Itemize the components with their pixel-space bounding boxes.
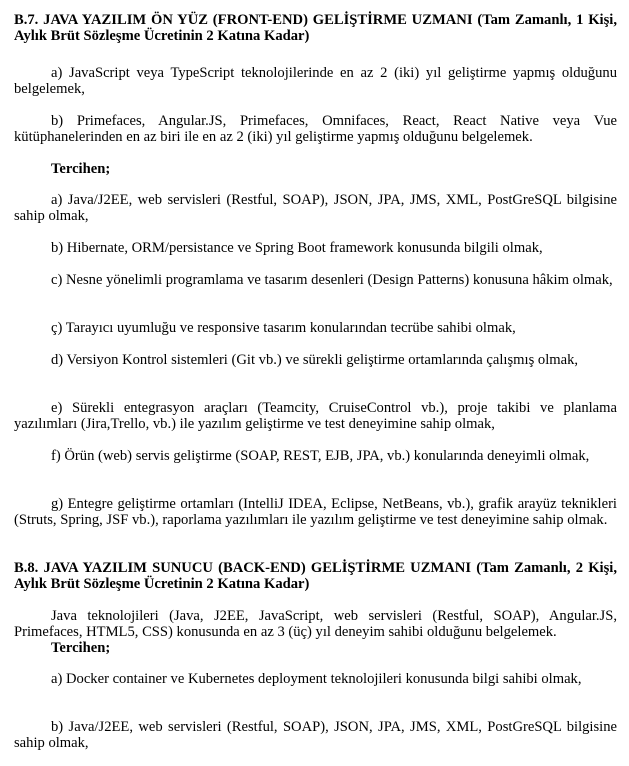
b8-preferred-a: a) Docker container ve Kubernetes deployment teknolojileri konusunda bilgi sahibi olmak, bbox=[51, 671, 582, 687]
b7-preferred-f: f) Örün (web) servis geliştirme (SOAP, REST, EJB, JPA, vb.) konularında deneyimli olmak, bbox=[51, 448, 590, 464]
b8-preferred-label: Tercihen; bbox=[51, 640, 111, 656]
b7-preferred-e: e) Sürekli entegrasyon araçları (Teamcity, CruiseControl vb.), proje takibi ve planlama yazılımları (Jira,Trello, vb.) ile yazılım geliştirme ve test deneyimine sahip olmak, bbox=[14, 400, 617, 432]
b7-preferred-c: c) Nesne yönelimli programlama ve tasarım desenleri (Design Patterns) konusuna hâkim olmak, bbox=[51, 272, 613, 288]
b7-preferred-cc: ç) Tarayıcı uyumluğu ve responsive tasarım konularından tecrübe sahibi olmak, bbox=[51, 320, 516, 336]
b8-preferred-b: b) Java/J2EE, web servisleri (Restful, SOAP), JSON, JPA, JMS, XML, PostGreSQL bilgisine sahip olmak, bbox=[14, 719, 617, 751]
b8-requirement-main: Java teknolojileri (Java, J2EE, JavaScript, web servisleri (Restful, SOAP), Angular.JS, Primefaces, HTML5, CSS) konusunda en az 3 (üç) yıl deneyim sahibi olduğunu belgelemek. bbox=[14, 608, 617, 640]
b7-preferred-g: g) Entegre geliştirme ortamları (IntelliJ IDEA, Eclipse, NetBeans, vb.), grafik arayüz teknikleri (Struts, Spring, JSF vb.), raporlama yazılımları ile yazılım geliştirme ve test deneyimine sahip olmak. bbox=[14, 496, 617, 528]
section-b8-title: B.8. JAVA YAZILIM SUNUCU (BACK-END) GELİŞTİRME UZMANI (Tam Zamanlı, 2 Kişi, Aylık Brüt Sözleşme Ücretinin 2 Katına Kadar) bbox=[14, 560, 617, 592]
section-b7-title: B.7. JAVA YAZILIM ÖN YÜZ (FRONT-END) GELİŞTİRME UZMANI (Tam Zamanlı, 1 Kişi, Aylık Brüt Sözleşme Ücretinin 2 Katına Kadar) bbox=[14, 12, 617, 44]
b7-preferred-a: a) Java/J2EE, web servisleri (Restful, SOAP), JSON, JPA, JMS, XML, PostGreSQL bilgisine sahip olmak, bbox=[14, 192, 617, 224]
b7-requirement-b: b) Primefaces, Angular.JS, Primefaces, Omnifaces, React, React Native veya Vue kütüphanelerinden en az biri ile en az 2 (iki) yıl geliştirme yapmış olduğunu belgelemek. bbox=[14, 113, 617, 145]
b7-preferred-b: b) Hibernate, ORM/persistance ve Spring Boot framework konusunda bilgili olmak, bbox=[51, 240, 543, 256]
b7-requirement-a: a) JavaScript veya TypeScript teknolojilerinde en az 2 (iki) yıl geliştirme yapmış olduğunu belgelemek, bbox=[14, 65, 617, 97]
b7-preferred-label: Tercihen; bbox=[51, 161, 111, 177]
b7-preferred-d: d) Versiyon Kontrol sistemleri (Git vb.) ve sürekli geliştirme ortamlarında çalışmış olmak, bbox=[51, 352, 579, 368]
